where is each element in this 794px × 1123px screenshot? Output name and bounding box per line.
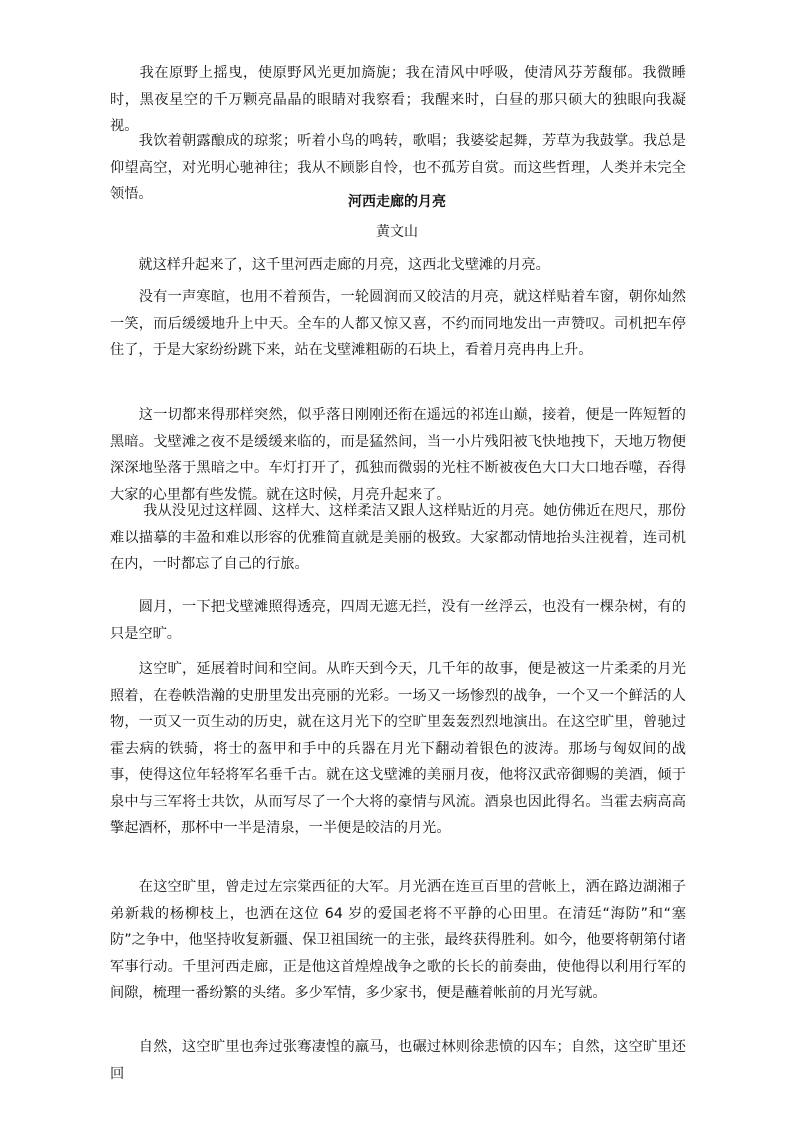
paragraph-prev-2: 我饮着朝露酿成的琼浆；听着小鸟的鸣转，歌唱；我婆娑起舞，芳草为我鼓掌。我总是仰望高空，对光明心驰神往；我从不顾影自怜，也不孤芳自赏。而这些哲理，人类并未完全领悟。: [110, 133, 686, 202]
paragraph: 我从没见过这样圆、这样大、这样柔洁又跟人这样贴近的月亮。她仿佛近在咫尺，那份难以描摹的丰盈和难以形容的优雅简直就是美丽的极致。大家都动情地抬头注视着，连司机在内，一时都忘了自己的行旅。: [110, 503, 686, 572]
article-author: 黄文山: [376, 224, 418, 240]
paragraph: 这一切都来得那样突然，似乎落日刚刚还衔在遥远的祁连山巅，接着，便是一阵短暂的黑暗。戈壁滩之夜不是缓缓来临的，而是猛然间，当一小片残阳被飞快地拽下，天地万物便深深地坠落于黑暗之中。车灯打开了，孤独而微弱的光柱不断被夜色大口大口地吞噬，吞得大家的心里都有些发慌。就在这时候，月亮升起来了。: [110, 407, 686, 503]
paragraph-prev-1: 我在原野上摇曳，使原野风光更加旖旎；我在清风中呼吸，使清风芬芳馥郁。我微睡时，黑夜星空的千万颗亮晶晶的眼睛对我察看；我醒来时，白昼的那只硕大的独眼向我凝视。: [110, 65, 686, 134]
paragraph: 没有一声寒暄，也用不着预告，一轮圆润而又皎洁的月亮，就这样贴着车窗，朝你灿然一笑，而后缓缓地升上中天。全车的人都又惊又喜，不约而同地发出一声赞叹。司机把车停住了，于是大家纷纷跳下来，站在戈壁滩粗砺的石块上，看着月亮冉冉上升。: [110, 289, 686, 358]
paragraph: 自然，这空旷里也奔过张骞凄惶的羸马，也碾过林则徐悲愤的囚车；自然，这空旷里还回: [110, 1039, 686, 1082]
paragraph: 圆月，一下把戈壁滩照得透亮，四周无遮无拦，没有一丝浮云，也没有一棵杂树，有的只是空旷。: [110, 599, 686, 642]
paragraph: 在这空旷里，曾走过左宗棠西征的大军。月光洒在连亘百里的营帐上，洒在路边湖湘子弟新栽的杨柳枝上，也洒在这位 64 岁的爱国老将不平静的心田里。在清廷“海防”和“塞防”之争中，他坚持收复新疆、保卫祖国统一的主张，最终获得胜利。如今，他要将朝第付诸军事行动。千里河西走廊，正是他这首煌煌战争之歌的长长的前奏曲，使他得以利用行军的间隙，梳理一番纷繁的头绪。多少军情，多少家书，便是蘸着帐前的月光写就。: [110, 879, 686, 1001]
paragraph: 就这样升起来了，这千里河西走廊的月亮，这西北戈壁滩的月亮。: [110, 257, 550, 273]
article-title: 河西走廊的月亮: [348, 194, 446, 210]
paragraph: 这空旷，延展着时间和空间。从昨天到今天，几千年的故事，便是被这一片柔柔的月光照着，在卷帙浩瀚的史册里发出亮丽的光彩。一场又一场惨烈的战争，一个又一个鲜活的人物，一页又一页生动的历史，就在这月光下的空旷里轰轰烈烈地演出。在这空旷里，曾驰过霍去病的铁骑，将士的盔甲和手中的兵器在月光下翻动着银色的波涛。那场与匈奴间的战事，使得这位年轻将军名垂千古。就在这戈壁滩的美丽月夜，他将汉武帝御赐的美酒，倾于泉中与三军将士共饮，从而写尽了一个大将的豪情与风流。酒泉也因此得名。当霍去病高高擎起酒杯，那杯中一半是清泉，一半便是皎洁的月光。: [110, 661, 686, 836]
